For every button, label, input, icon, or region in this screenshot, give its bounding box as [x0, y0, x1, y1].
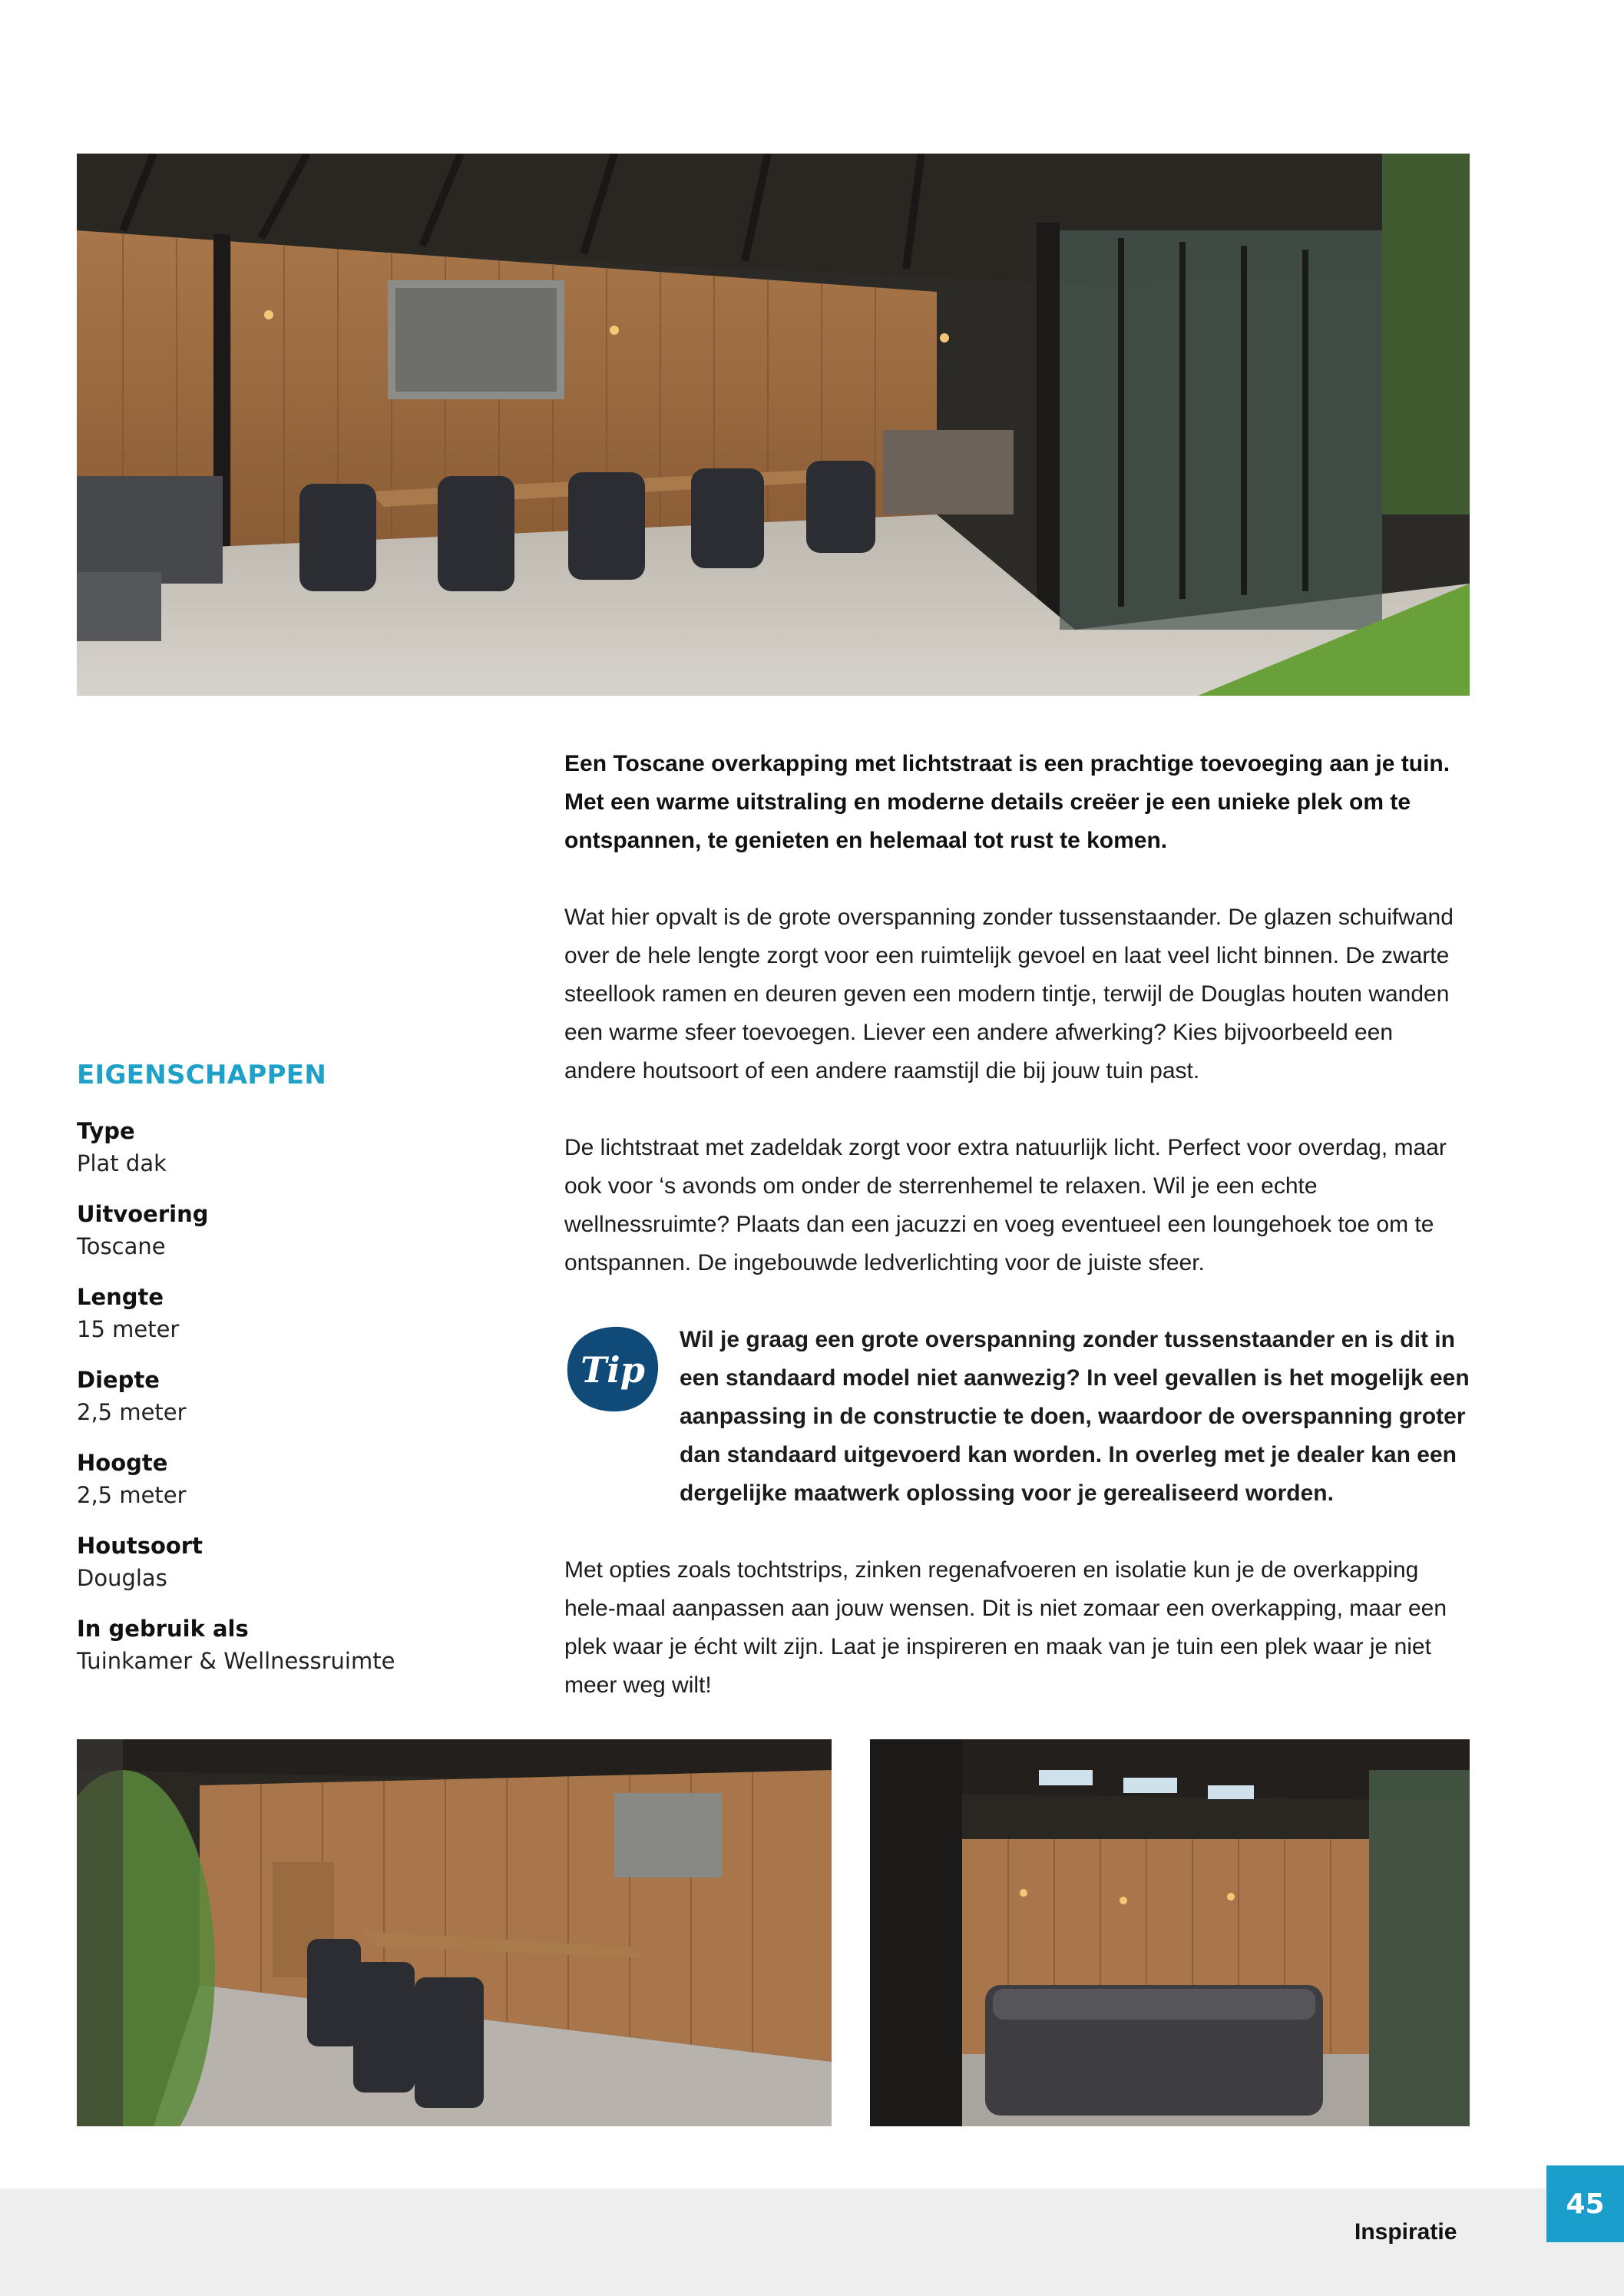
spec-label: Uitvoering	[77, 1201, 209, 1227]
spec-label: Type	[77, 1118, 135, 1144]
spec-value: 2,5 meter	[77, 1482, 187, 1508]
article-body	[564, 745, 1470, 1705]
spec-value: 2,5 meter	[77, 1399, 187, 1425]
spec-value: 15 meter	[77, 1316, 180, 1342]
spec-value: Plat dak	[77, 1150, 167, 1176]
article-paragraph-1: Wat hier opvalt is de grote overspanning zonder tussenstaander. De glazen schuifwand over de hele lengte zorgt voor een ruimtelijk gevoel en laat veel licht binnen. De zwarte steellook ramen en deuren geven een modern tintje, terwijl de Douglas houten wanden een warme sfeer toevoegen. Liever een andere afwerking? Kies bijvoorbeeld een andere houtsoort of een andere raamstijl die bij jouw tuin past.	[564, 905, 1454, 1083]
spec-label: Hoogte	[77, 1450, 168, 1476]
spec-label: In gebruik als	[77, 1616, 249, 1642]
tip-badge-icon	[564, 1324, 661, 1414]
specs-panel	[77, 1060, 507, 1696]
spec-in-gebruik-als	[77, 1613, 507, 1677]
jacuzzi-photo	[870, 1739, 1470, 2126]
spec-houtsoort	[77, 1530, 507, 1594]
article-paragraph-3: Met opties zoals tochtstrips, zinken regenafvoeren en isolatie kun je de overkapping hele-maal aanpassen aan jouw wensen. Dit is niet zomaar een overkapping, maar een plek waar je écht wilt zijn. Laat je inspireren en maak van je tuin een plek waar je niet meer weg wilt!	[564, 1557, 1447, 1698]
hero-photo	[77, 154, 1470, 696]
interior-dining-photo	[77, 1739, 832, 2126]
footer-section-label: Inspiratie	[1354, 2219, 1457, 2245]
page-number: 45	[1546, 2165, 1624, 2242]
specs-heading: EIGENSCHAPPEN	[77, 1060, 327, 1090]
spec-label: Houtsoort	[77, 1533, 203, 1559]
spec-diepte	[77, 1364, 507, 1428]
spec-value: Toscane	[77, 1233, 166, 1259]
spec-hoogte	[77, 1447, 507, 1511]
spec-value: Douglas	[77, 1565, 167, 1591]
spec-uitvoering	[77, 1198, 507, 1262]
spec-label: Diepte	[77, 1367, 160, 1393]
tip-badge-label: Tip	[580, 1349, 645, 1391]
tip-box	[564, 1321, 1470, 1513]
jacuzzi-illustration	[870, 1739, 1470, 2126]
interior-dining-illustration	[77, 1739, 832, 2126]
article-paragraph-2: De lichtstraat met zadeldak zorgt voor extra natuurlijk licht. Perfect voor overdag, maar ook voor ‘s avonds om onder de sterrenhemel te relaxen. Wil je een echte wellnessruimte? Plaats dan een jacuzzi en voeg eventueel een loungehoek toe om te ontspannen. De ingebouwde ledverlichting voor de juiste sfeer.	[564, 1135, 1447, 1275]
spec-label: Lengte	[77, 1284, 164, 1310]
hero-photo-illustration	[77, 154, 1470, 696]
article-intro: Een Toscane overkapping met lichtstraat is een prachtige toevoeging aan je tuin. Met een warme uitstraling en moderne details creëer je een unieke plek om te ontspannen, te genieten en helemaal tot rust te komen.	[564, 751, 1450, 853]
spec-value: Tuinkamer & Wellnessruimte	[77, 1648, 395, 1674]
tip-text: Wil je graag een grote overspanning zonder tussenstaander en is dit in een standaard model niet aanwezig? In veel gevallen is het mogelijk een aanpassing in de constructie te doen, waardoor de overspanning groter dan standaard uitgevoerd kan worden. In overleg met je dealer kan een dergelijke maatwerk oplossing voor je gerealiseerd worden.	[680, 1327, 1470, 1506]
spec-lengte	[77, 1281, 507, 1345]
spec-type	[77, 1115, 507, 1179]
